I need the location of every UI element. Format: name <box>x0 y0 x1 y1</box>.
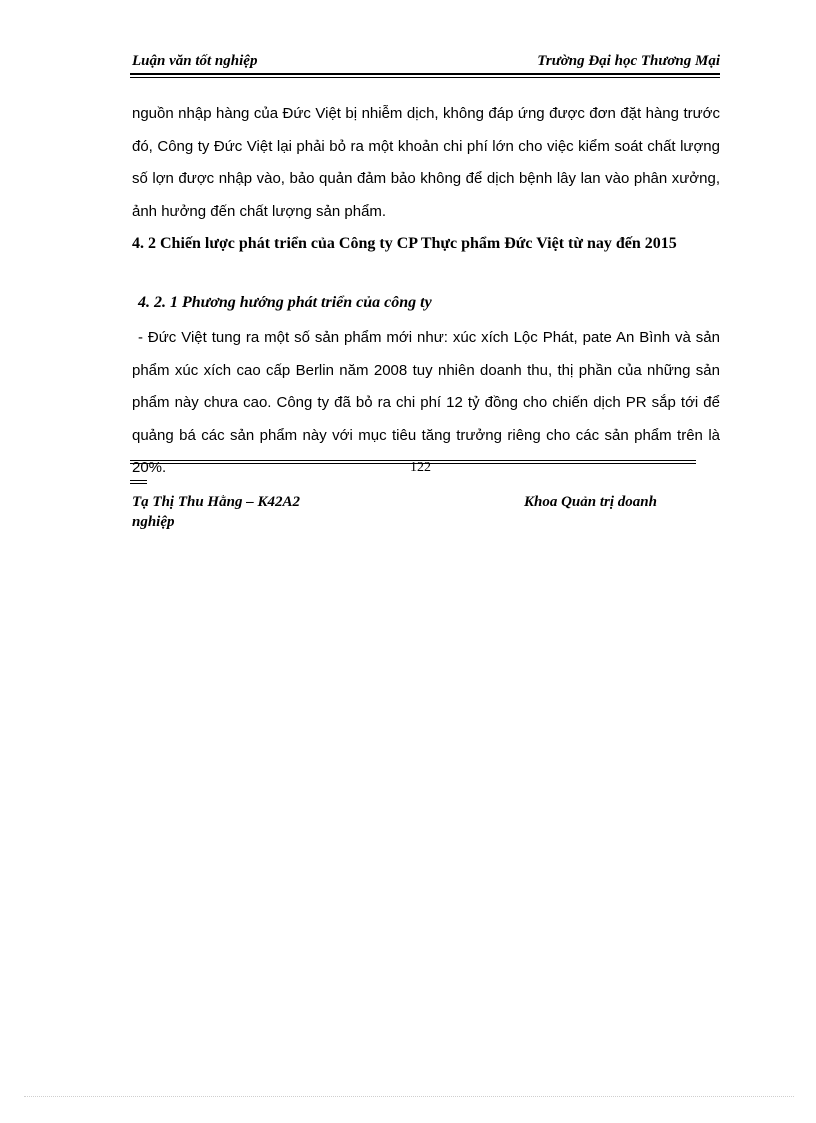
footer-author: Tạ Thị Thu Hằng – K42A2 <box>132 494 300 510</box>
page-bottom-border <box>24 1096 794 1097</box>
header-right-title: Trường Đại học Thương Mại <box>537 53 720 69</box>
body-paragraph-1: nguồn nhập hàng của Đức Việt bị nhiễm dịch, không đáp ứng được đơn đặt hàng trước đó, Công ty Đức Việt lại phải bỏ ra một khoản chi phí lớn cho việc kiểm soát chất lượng số lợn được nhập vào, bảo quản đảm bảo không để dịch bệnh lây lan vào phân xưởng, ảnh hưởng đến chất lượng sản phẩm. <box>132 105 720 220</box>
header-rule-thin <box>130 77 720 78</box>
page-number: 122 <box>410 460 431 475</box>
body-paragraph-2: - Đức Việt tung ra một số sản phẩm mới như: xúc xích Lộc Phát, pate An Bình và sản phẩm xúc xích cao cấp Berlin năm 2008 tuy nhiên doanh thu, thị phần của những sản phẩm này chưa cao. Công ty đã bỏ ra chi phí 12 tỷ đồng cho chiến dịch PR sắp tới để quảng bá các sản phẩm này với mục tiêu tăng trưởng riêng cho các sản phẩm trên là 20%. <box>132 329 720 476</box>
header-left-title: Luận văn tốt nghiệp <box>132 53 258 69</box>
section-heading-4-2: 4. 2 Chiến lược phát triển của Công ty CP Thực phẩm Đức Việt từ nay đến 2015 <box>132 235 677 252</box>
footer-double-mark <box>130 480 147 484</box>
subsection-heading-4-2-1: 4. 2. 1 Phương hướng phát triển của công ty <box>138 294 432 311</box>
footer-faculty: Khoa Quản trị doanh <box>524 494 657 510</box>
header-rule-thick <box>130 73 720 75</box>
footer-faculty-wrap: nghiệp <box>132 514 175 530</box>
